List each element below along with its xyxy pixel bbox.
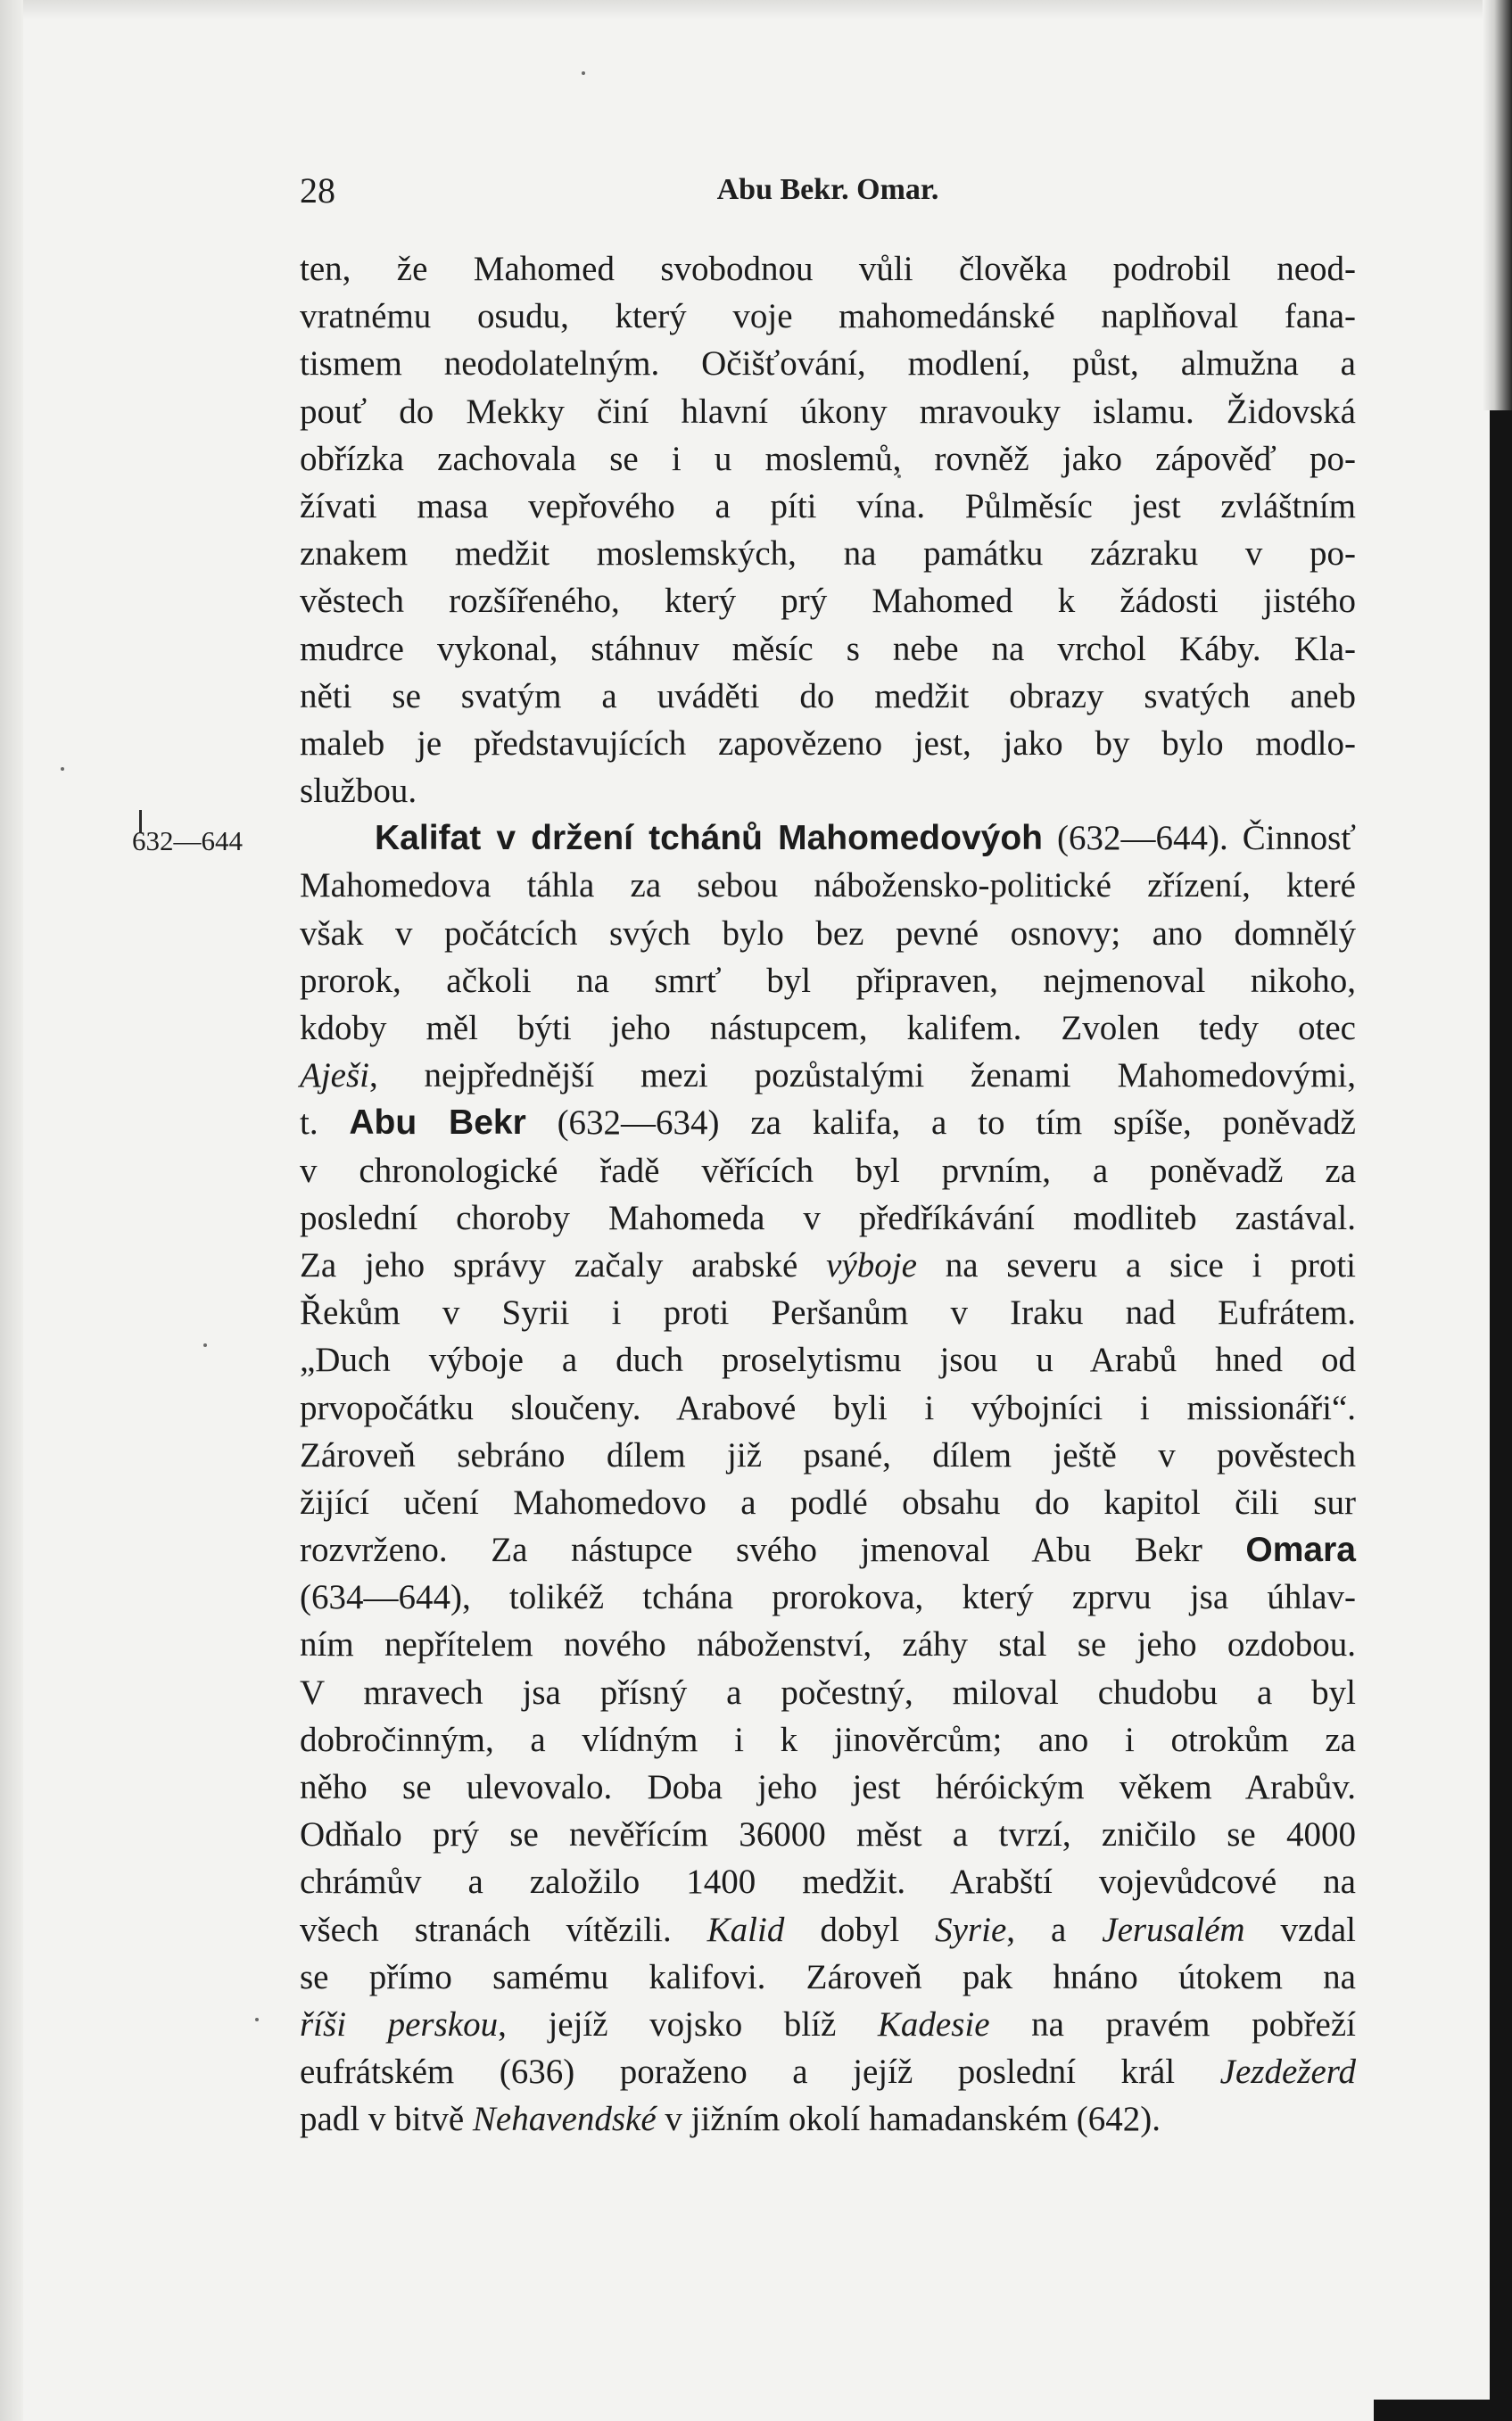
text-line: Aješi, nejpřednější mezi pozůstalými ženami Mahomedovými, bbox=[300, 1056, 1356, 1095]
body-text bbox=[300, 245, 1356, 2144]
text-line: V mravech jsa přísný a počestný, miloval chudobu a byl bbox=[300, 1673, 1356, 1712]
text-line: službou. bbox=[300, 772, 417, 811]
binding-edge-bottom bbox=[1374, 2400, 1512, 2421]
page-left-shadow bbox=[0, 0, 23, 2421]
text-line: však v počátcích svých bylo bez pevné osnovy; ano domnělý bbox=[300, 913, 1356, 953]
binding-edge-top bbox=[1483, 0, 1512, 410]
text-line: říši perskou, jejíž vojsko blíž Kadesie na pravém pobřeží bbox=[300, 2004, 1357, 2044]
text-line: t. Abu Bekr (632—634) za kalifa, a to tím spíše, poněvadž bbox=[300, 1103, 1356, 1143]
paper-speck bbox=[61, 767, 64, 771]
paper-speck bbox=[582, 71, 585, 75]
text-line: prorok, ačkoli na smrť byl připraven, nejmenoval nikoho, bbox=[300, 961, 1356, 1000]
text-line: věstech rozšířeného, který prý Mahomed k žádosti jistého bbox=[300, 582, 1356, 621]
text-line: ním nepřítelem nového náboženství, záhy stal se jeho ozdobou. bbox=[300, 1625, 1356, 1665]
bold-name: Abu Bekr bbox=[349, 1103, 526, 1143]
running-head: Abu Bekr. Omar. bbox=[716, 173, 939, 206]
italic-place: Nehavendské bbox=[472, 2100, 657, 2139]
text-line: kdoby měl býti jeho nástupcem, kalifem. Zvolen tedy otec bbox=[300, 1009, 1356, 1047]
section-heading-line: Kalifat v držení tchánů Mahomedovýoh (632—644). Činnosť bbox=[375, 819, 1356, 858]
italic-place: říši perskou bbox=[300, 2004, 499, 2044]
text-line: v chronologické řadě věřících byl prvním, a poněvadž za bbox=[300, 1151, 1356, 1190]
paper-speck bbox=[203, 1343, 207, 1347]
text-line: padl v bitvě Nehavendské v jižním okolí hamadanském (642). bbox=[300, 2100, 1161, 2139]
text-line: chrámův a založilo 1400 medžit. Arabští vojevůdcové na bbox=[300, 1863, 1356, 1902]
text-line: žijící učení Mahomedovo a podlé obsahu do kapitol čili sur bbox=[300, 1483, 1356, 1522]
page-header bbox=[300, 169, 1356, 216]
text-line: (634—644), tolikéž tchána prorokova, který zprvu jsa úhlav- bbox=[300, 1578, 1356, 1617]
section-heading: Kalifat v držení tchánů Mahomedovýoh bbox=[375, 819, 1043, 858]
text-line: maleb je představujících zapovězeno jest, jako by bylo modlo- bbox=[300, 723, 1356, 763]
text-line: všech stranách vítězili. Kalid dobyl Syrie, a Jerusalém vzdal bbox=[300, 1910, 1356, 1949]
text-line: „Duch výboje a duch proselytismu jsou u Arabů hned od bbox=[300, 1341, 1356, 1380]
text-line: se přímo samému kalifovi. Zároveň pak hnáno útokem na bbox=[300, 1957, 1356, 1996]
page-number: 28 bbox=[300, 170, 335, 211]
text-line: poslední choroby Mahomeda v předříkávání modliteb zastával. bbox=[300, 1198, 1356, 1237]
bold-name: Omara bbox=[1245, 1531, 1356, 1570]
text-line: žívati masa vepřového a píti vína. Půlměsíc jest zvláštním bbox=[300, 486, 1356, 525]
text-line: dobročinným, a vlídným i k jinověrcům; ano i otrokům za bbox=[300, 1720, 1356, 1759]
text-line: Řekům v Syrii i proti Peršanům v Iraku nad Eufrátem. bbox=[300, 1293, 1356, 1333]
italic-term: výboje bbox=[826, 1245, 917, 1285]
text-line: vratnému osudu, který voje mahomedánské naplňoval fana- bbox=[300, 297, 1356, 336]
text-line: něti se svatým a uváděti do medžit obrazy svatých aneb bbox=[300, 676, 1356, 715]
italic-name: Jezdežerd bbox=[1219, 2053, 1356, 2092]
paper-speck bbox=[255, 2018, 259, 2021]
binding-edge bbox=[1490, 410, 1512, 2421]
text-line: Mahomedova táhla za sebou nábožensko-politické zřízení, které bbox=[300, 866, 1356, 905]
text-line: ten, že Mahomed svobodnou vůli člověka podrobil neod- bbox=[300, 250, 1356, 288]
italic-place: Syrie bbox=[935, 1910, 1007, 1949]
text-line: Za jeho správy začaly arabské výboje na severu a sice i proti bbox=[300, 1245, 1356, 1285]
text-line: obřízka zachovala se i u moslemů, rovněž jako zápověď po- bbox=[300, 439, 1356, 478]
text-line: prvopočátku sloučeny. Arabové byli i výbojníci i missionáři“. bbox=[300, 1388, 1356, 1427]
text-line: něho se ulevovalo. Doba jeho jest héróickým věkem Arabův. bbox=[300, 1768, 1356, 1806]
italic-place: Kadesie bbox=[877, 2004, 990, 2044]
text-line: znakem medžit moslemských, na památku zázraku v po- bbox=[300, 534, 1356, 574]
italic-place: Jerusalém bbox=[1102, 1910, 1245, 1949]
text-line: rozvrženo. Za nástupce svého jmenoval Abu Bekr Omara bbox=[300, 1531, 1356, 1570]
text-line: tismem neodolatelným. Očišťování, modlení, půst, almužna a bbox=[300, 344, 1356, 384]
text-line: Zároveň sebráno dílem již psané, dílem ještě v pověstech bbox=[300, 1435, 1356, 1475]
text-line: eufrátském (636) poraženo a jejíž poslední král Jezdežerd bbox=[300, 2053, 1356, 2092]
page-top-shadow bbox=[0, 0, 1512, 20]
italic-name: Aješi bbox=[300, 1056, 369, 1095]
text-line: mudrce vykonal, stáhnuv měsíc s nebe na vrchol Káby. Kla- bbox=[300, 629, 1356, 668]
text-line: pouť do Mekky činí hlavní úkony mravouky islamu. Židovská bbox=[300, 392, 1356, 431]
italic-name: Kalid bbox=[706, 1910, 785, 1949]
margin-note-years: 632—644 bbox=[132, 825, 243, 856]
text-line: Odňalo prý se nevěřícím 36000 měst a tvrzí, zničilo se 4000 bbox=[300, 1815, 1356, 1855]
